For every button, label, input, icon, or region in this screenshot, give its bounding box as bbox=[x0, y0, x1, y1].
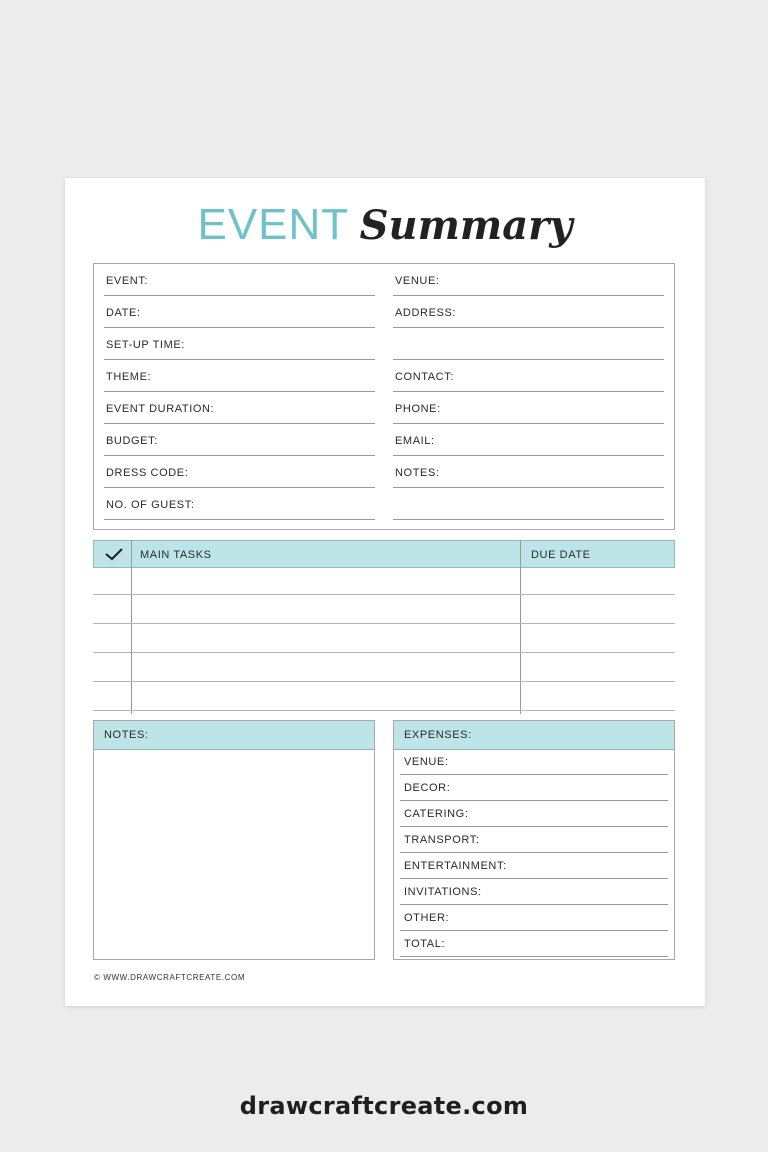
title-event-word: EVENT bbox=[197, 200, 350, 249]
field-event-duration[interactable] bbox=[104, 392, 375, 424]
expense-decor[interactable] bbox=[400, 775, 668, 801]
tasks-header-row bbox=[93, 540, 675, 568]
notes-box[interactable] bbox=[93, 720, 375, 960]
field-event[interactable] bbox=[104, 264, 375, 296]
expenses-box bbox=[393, 720, 675, 960]
event-info-box bbox=[93, 263, 675, 530]
expenses-header bbox=[394, 721, 674, 750]
expense-transport[interactable] bbox=[400, 827, 668, 853]
field-contact[interactable] bbox=[393, 360, 664, 392]
field-label: ADDRESS: bbox=[395, 307, 457, 319]
field-budget[interactable] bbox=[104, 424, 375, 456]
checkmark-icon bbox=[104, 547, 124, 561]
expense-label: INVITATIONS: bbox=[404, 886, 482, 898]
field-setup-time[interactable] bbox=[104, 328, 375, 360]
copyright-text: © WWW.DRAWCRAFTCREATE.COM bbox=[94, 973, 246, 982]
field-label: EVENT DURATION: bbox=[106, 403, 215, 415]
task-row-line[interactable] bbox=[93, 594, 675, 595]
main-tasks-header: MAIN TASKS bbox=[140, 549, 212, 561]
task-row-line[interactable] bbox=[93, 681, 675, 682]
tasks-table bbox=[93, 540, 675, 716]
field-label: NOTES: bbox=[395, 467, 440, 479]
field-label: PHONE: bbox=[395, 403, 441, 415]
due-date-header: DUE DATE bbox=[531, 549, 591, 561]
field-label: DATE: bbox=[106, 307, 141, 319]
column-divider bbox=[520, 540, 521, 714]
expense-total[interactable] bbox=[400, 931, 668, 957]
planner-sheet bbox=[65, 178, 705, 1006]
field-label: DRESS CODE: bbox=[106, 467, 189, 479]
task-row-line[interactable] bbox=[93, 623, 675, 624]
field-label: CONTACT: bbox=[395, 371, 454, 383]
field-notes[interactable] bbox=[393, 456, 664, 488]
field-label: NO. OF GUEST: bbox=[106, 499, 195, 511]
expense-label: OTHER: bbox=[404, 912, 450, 924]
footer-website: drawcraftcreate.com bbox=[239, 1092, 529, 1120]
expense-label: TOTAL: bbox=[404, 938, 446, 950]
field-date[interactable] bbox=[104, 296, 375, 328]
expense-invitations[interactable] bbox=[400, 879, 668, 905]
expense-label: CATERING: bbox=[404, 808, 469, 820]
field-dress-code[interactable] bbox=[104, 456, 375, 488]
field-label: SET-UP TIME: bbox=[106, 339, 185, 351]
expenses-label: EXPENSES: bbox=[404, 729, 472, 741]
field-label: VENUE: bbox=[395, 275, 440, 287]
field-label: EMAIL: bbox=[395, 435, 435, 447]
field-address[interactable] bbox=[393, 296, 664, 328]
expense-label: VENUE: bbox=[404, 756, 449, 768]
expense-label: DECOR: bbox=[404, 782, 451, 794]
field-address-line2[interactable] bbox=[393, 328, 664, 360]
field-no-of-guest[interactable] bbox=[104, 488, 375, 520]
page-title bbox=[65, 200, 705, 270]
expense-other[interactable] bbox=[400, 905, 668, 931]
task-row-line[interactable] bbox=[93, 652, 675, 653]
field-label: BUDGET: bbox=[106, 435, 158, 447]
field-notes-line2[interactable] bbox=[393, 488, 664, 520]
expense-label: ENTERTAINMENT: bbox=[404, 860, 507, 872]
notes-header bbox=[94, 721, 374, 750]
field-email[interactable] bbox=[393, 424, 664, 456]
expense-entertainment[interactable] bbox=[400, 853, 668, 879]
field-label: EVENT: bbox=[106, 275, 149, 287]
field-venue[interactable] bbox=[393, 264, 664, 296]
notes-label: NOTES: bbox=[104, 729, 149, 741]
task-row-line[interactable] bbox=[93, 710, 675, 711]
field-phone[interactable] bbox=[393, 392, 664, 424]
expense-label: TRANSPORT: bbox=[404, 834, 480, 846]
field-theme[interactable] bbox=[104, 360, 375, 392]
expense-venue[interactable] bbox=[400, 749, 668, 775]
field-label: THEME: bbox=[106, 371, 152, 383]
title-summary-word: Summary bbox=[359, 201, 573, 249]
column-divider bbox=[131, 540, 132, 714]
expense-catering[interactable] bbox=[400, 801, 668, 827]
